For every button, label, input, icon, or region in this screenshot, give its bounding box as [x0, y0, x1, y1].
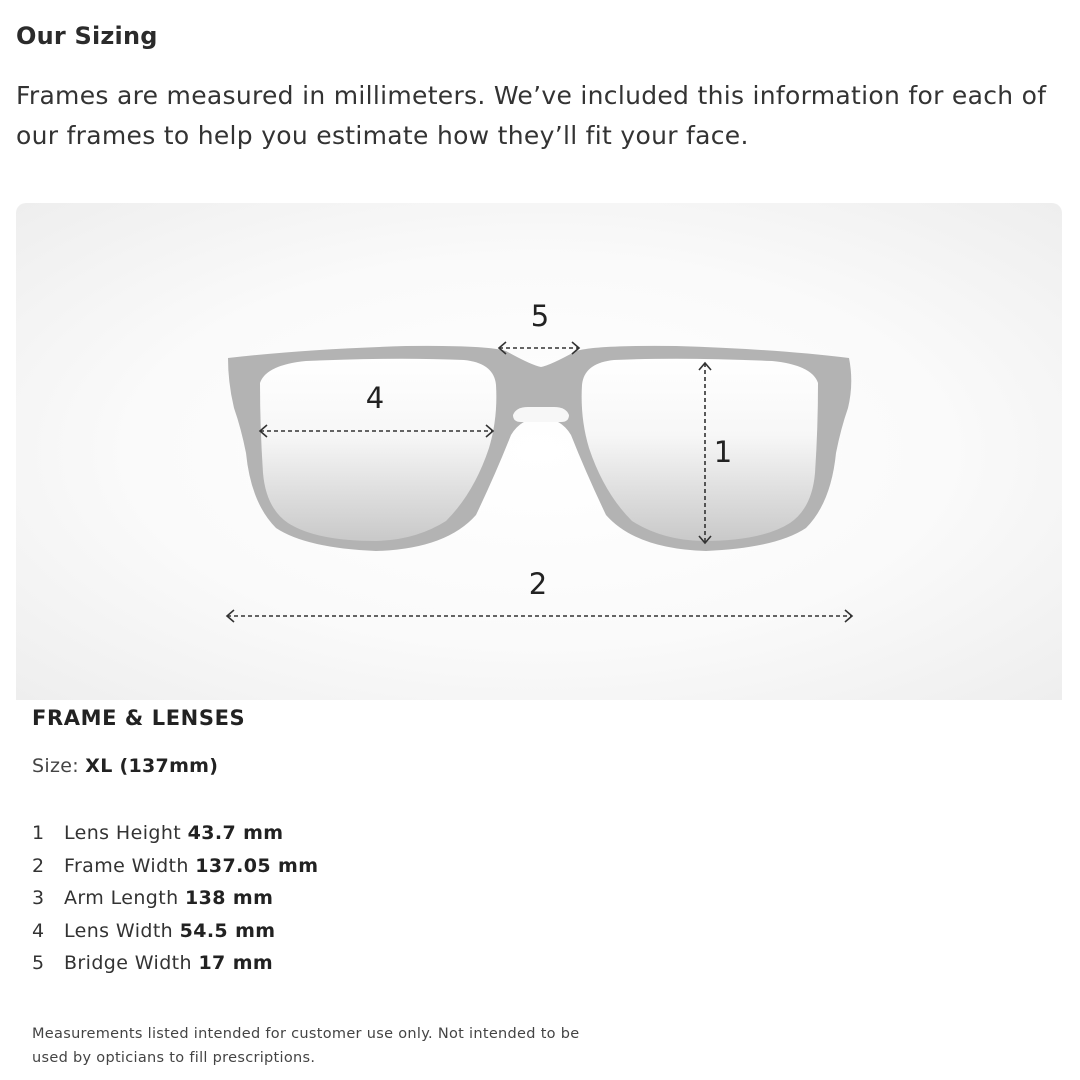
measurement-number: 2: [32, 854, 45, 877]
disclaimer: Measurements listed intended for customer use only. Not intended to be used by opticians to fill prescriptions.: [32, 1026, 580, 1066]
measurement-value: 137.05 mm: [195, 854, 319, 877]
size-label: Size:: [32, 755, 79, 777]
measurement-number: 5: [32, 952, 45, 974]
label-frame-width: 2: [528, 567, 548, 601]
measurement-value: 17 mm: [198, 952, 274, 974]
label-lens-height: 1: [713, 435, 733, 469]
frame-width-arrow: [227, 610, 852, 622]
frame-diagram: [16, 203, 1062, 700]
label-lens-width: 4: [365, 381, 385, 415]
measurement-item: [32, 855, 318, 888]
measurement-label: Bridge Width: [64, 952, 192, 974]
measurement-number: 1: [32, 822, 45, 844]
measurement-item: [32, 952, 318, 985]
measurement-item: [32, 920, 318, 953]
measurement-label: Arm Length: [64, 887, 179, 909]
size-value: XL (137mm): [85, 755, 219, 777]
measurement-label: Frame Width: [64, 854, 189, 877]
measurement-number: 4: [32, 919, 45, 942]
measurement-number: 3: [32, 887, 45, 909]
measurement-item: [32, 822, 318, 855]
measurement-value: 138 mm: [185, 887, 274, 909]
label-bridge-width: 5: [530, 299, 550, 333]
measurement-value: 43.7 mm: [187, 822, 284, 844]
measurement-item: [32, 887, 318, 920]
measurement-list: [32, 822, 318, 985]
measurement-label: Lens Height: [64, 822, 182, 844]
measurement-value: 54.5 mm: [179, 919, 276, 942]
bridge-width-arrow: [499, 342, 579, 354]
sizing-intro: Frames are measured in millimeters. We’ve included this information for each of our frames to help you estimate how they’ll fit your face.: [16, 81, 1047, 150]
measurement-label: Lens Width: [64, 919, 174, 942]
bridge-opening: [513, 407, 569, 422]
section-title: Our Sizing: [16, 22, 158, 50]
frame-lenses-heading: FRAME & LENSES: [32, 706, 246, 730]
size-line: [32, 755, 218, 777]
